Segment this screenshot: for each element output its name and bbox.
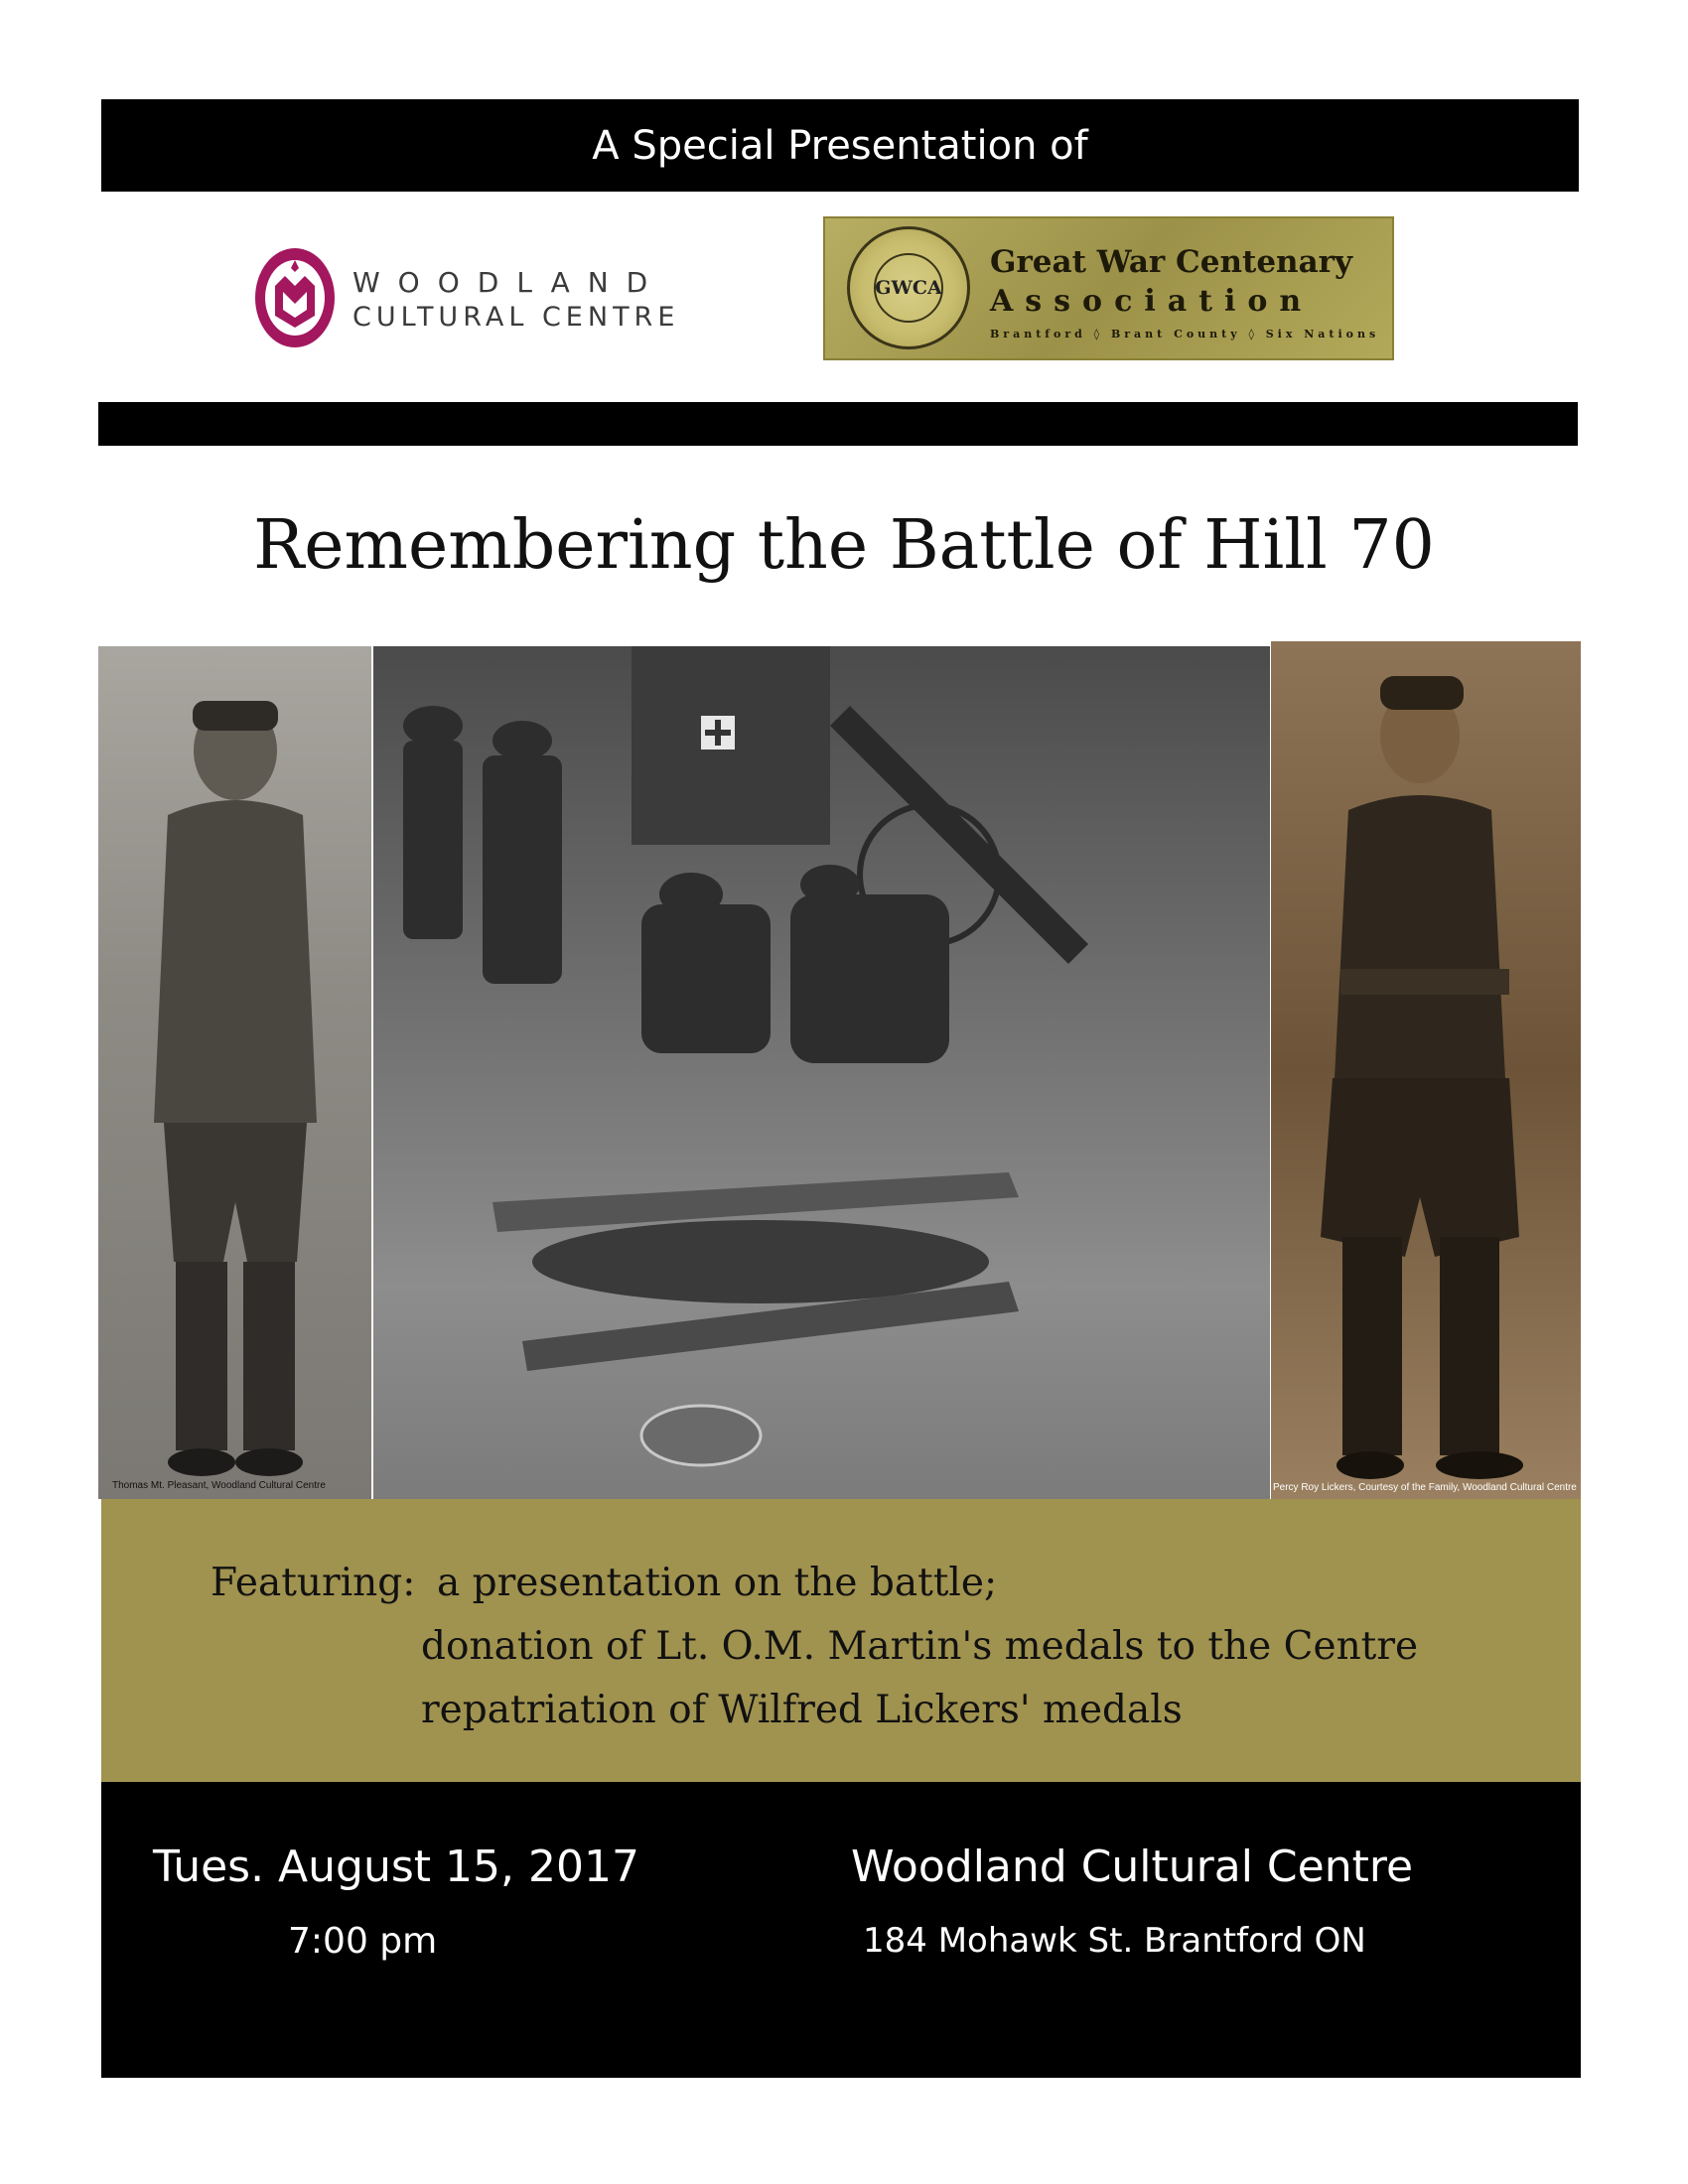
battlefield-stretcher-photo (373, 646, 1270, 1499)
battlefield-scene-icon (373, 646, 1270, 1499)
gwca-name-line1: Great War Centenary (990, 244, 1353, 280)
left-photo-caption: Thomas Mt. Pleasant, Woodland Cultural Centre (112, 1480, 326, 1491)
gwca-seal-icon (847, 226, 970, 349)
presentation-line: A Special Presentation of (592, 122, 1088, 169)
woodland-cultural-centre-logo (253, 246, 690, 350)
venue-address: 184 Mohawk St. Brantford ON (863, 1921, 1366, 1961)
gwca-name-line2: Association (990, 284, 1314, 319)
event-title: Remembering the Battle of Hill 70 (253, 506, 1435, 585)
featuring-item: a presentation on the battle; (437, 1561, 998, 1605)
featuring-band (101, 1499, 1581, 1782)
soldier-silhouette-right-icon (1271, 641, 1581, 1499)
top-banner (101, 99, 1579, 192)
soldier-portrait-left (98, 646, 371, 1499)
gwca-logo (823, 216, 1394, 360)
event-time: 7:00 pm (288, 1921, 438, 1962)
soldier-portrait-right (1271, 641, 1581, 1499)
event-date: Tues. August 15, 2017 (153, 1842, 639, 1892)
featuring-label: Featuring: (211, 1561, 416, 1605)
featuring-item: repatriation of Wilfred Lickers' medals (421, 1688, 1183, 1732)
soldier-silhouette-left-icon (98, 646, 371, 1499)
event-info-band (101, 1782, 1581, 2078)
gwca-locations: Brantford ◊ Brant County ◊ Six Nations (990, 328, 1380, 341)
divider-bar (98, 402, 1578, 446)
right-photo-caption: Percy Roy Lickers, Courtesy of the Family, Woodland Cultural Centre (1273, 1482, 1577, 1493)
featuring-item: donation of Lt. O.M. Martin's medals to the Centre (421, 1624, 1419, 1669)
woodland-emblem-icon (253, 246, 337, 350)
gwca-seal-text: GWCA (874, 253, 943, 323)
venue-name: Woodland Cultural Centre (851, 1842, 1414, 1892)
woodland-name-line1: WOODLAND (352, 266, 666, 299)
woodland-name-line2: CULTURAL CENTRE (352, 302, 680, 333)
